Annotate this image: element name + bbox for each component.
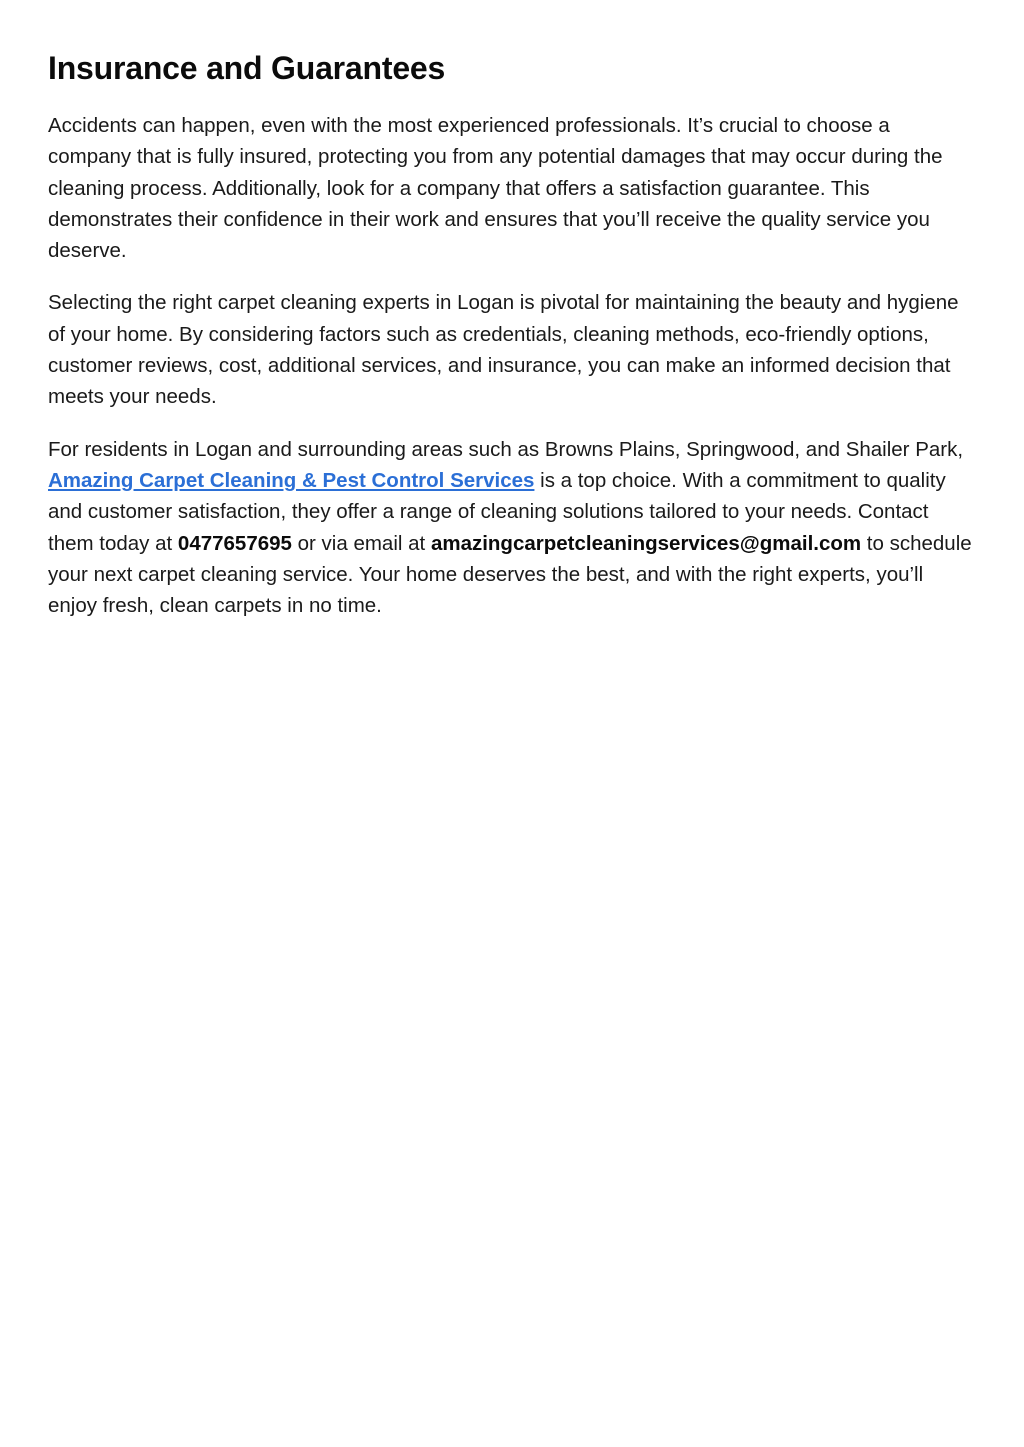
paragraph-residents-text-3: or via email at [291, 531, 431, 555]
paragraph-residents-text-4: to schedule your next carpet cleaning service. Your home deserves the best, and with the right experts, you’ll enjoy fresh, clean carpets in no time. [48, 531, 972, 618]
paragraph-selecting: Selecting the right carpet cleaning experts in Logan is pivotal for maintaining the beauty and hygiene of your home. By considering factors such as credentials, cleaning methods, eco-friendly options, customer reviews, cost, additional services, and insurance, you can make an informed decision that meets your needs. [48, 291, 959, 409]
phone-number: 0477657695 [177, 531, 292, 555]
email-address: amazingcarpetcleaningservices@gmail.com [430, 531, 862, 555]
section-heading: Insurance and Guarantees [48, 50, 446, 86]
paragraph-residents-text-2: is a top choice. With a commitment to quality and customer satisfaction, they offer a range of cleaning solutions tailored to your needs. Contact them today at [48, 468, 946, 555]
paragraph-residents-text-1: For residents in Logan and surrounding areas such as Browns Plains, Springwood, and Shailer Park, [48, 437, 964, 461]
paragraph-insurance: Accidents can happen, even with the most experienced professionals. It’s crucial to choose a company that is fully insured, protecting you from any potential damages that may occur during the cleaning process. Additionally, look for a company that offers a satisfaction guarantee. This demonstrates their confidence in their work and ensures that you’ll receive the quality service you deserve. [48, 114, 943, 263]
paragraph-residents [48, 434, 976, 622]
company-link[interactable]: Amazing Carpet Cleaning & Pest Control Services [48, 468, 535, 492]
